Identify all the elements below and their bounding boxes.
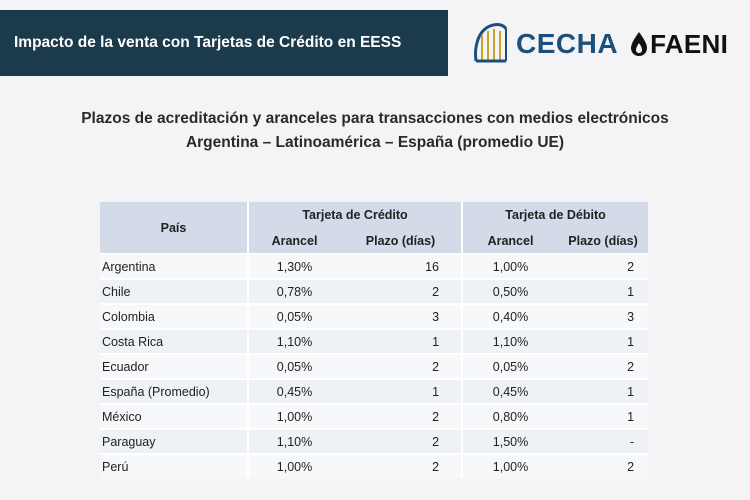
credit-term-cell: 2 [340,404,462,429]
debit-fee-cell: 0,05% [462,354,558,379]
country-cell: Perú [100,454,248,479]
debit-term-cell: 1 [558,379,648,404]
debit-fee-header: Arancel [462,228,558,254]
debit-fee-cell: 0,80% [462,404,558,429]
debit-term-cell: 2 [558,354,648,379]
slide-title: Impacto de la venta con Tarjetas de Crédito en EESS [14,34,402,51]
credit-fee-cell: 1,10% [248,429,340,454]
cecha-harp-icon [470,21,512,67]
credit-term-cell: 2 [340,354,462,379]
credit-fee-header: Arancel [248,228,340,254]
country-cell: Chile [100,279,248,304]
country-cell: Argentina [100,254,248,279]
debit-fee-cell: 1,00% [462,254,558,279]
header-bar [0,10,448,76]
faeni-flame-icon [630,31,648,57]
rates-table [100,202,648,479]
credit-term-cell: 2 [340,279,462,304]
debit-fee-cell: 0,45% [462,379,558,404]
debit-term-cell: 2 [558,254,648,279]
credit-fee-cell: 0,05% [248,354,340,379]
logos [470,18,740,70]
debit-fee-cell: 0,50% [462,279,558,304]
credit-fee-cell: 1,00% [248,404,340,429]
credit-fee-cell: 0,78% [248,279,340,304]
credit-term-cell: 3 [340,304,462,329]
credit-fee-cell: 1,10% [248,329,340,354]
debit-fee-cell: 1,10% [462,329,558,354]
table-row [100,254,648,279]
credit-term-cell: 2 [340,429,462,454]
credit-fee-cell: 0,05% [248,304,340,329]
debit-card-header: Tarjeta de Débito [462,202,648,228]
country-cell: México [100,404,248,429]
table-row [100,279,648,304]
country-cell: España (Promedio) [100,379,248,404]
table-row [100,379,648,404]
faeni-logo-text: FAENI [650,28,729,59]
debit-term-cell: 2 [558,454,648,479]
country-cell: Paraguay [100,429,248,454]
credit-fee-cell: 1,30% [248,254,340,279]
country-cell: Ecuador [100,354,248,379]
credit-term-header: Plazo (días) [340,228,462,254]
credit-term-cell: 16 [340,254,462,279]
country-column-header: País [100,202,248,254]
debit-term-header: Plazo (días) [558,228,648,254]
table-row [100,354,648,379]
cecha-logo-text: CECHA [516,28,619,59]
credit-card-header: Tarjeta de Crédito [248,202,462,228]
credit-term-cell: 1 [340,329,462,354]
debit-fee-cell: 0,40% [462,304,558,329]
table-row [100,404,648,429]
debit-fee-cell: 1,50% [462,429,558,454]
credit-term-cell: 1 [340,379,462,404]
subtitle-line-1: Plazos de acreditación y aranceles para transacciones con medios electrónicos [81,110,669,127]
table-row [100,429,648,454]
debit-term-cell: 1 [558,279,648,304]
debit-term-cell: 3 [558,304,648,329]
subtitle-line-2: Argentina – Latinoamérica – España (promedio UE) [185,134,565,151]
country-cell: Colombia [100,304,248,329]
credit-fee-cell: 1,00% [248,454,340,479]
debit-term-cell: 1 [558,329,648,354]
table-row [100,304,648,329]
credit-term-cell: 2 [340,454,462,479]
credit-fee-cell: 0,45% [248,379,340,404]
table-row [100,454,648,479]
debit-fee-cell: 1,00% [462,454,558,479]
table-row [100,329,648,354]
debit-term-cell: - [558,429,648,454]
country-cell: Costa Rica [100,329,248,354]
debit-term-cell: 1 [558,404,648,429]
